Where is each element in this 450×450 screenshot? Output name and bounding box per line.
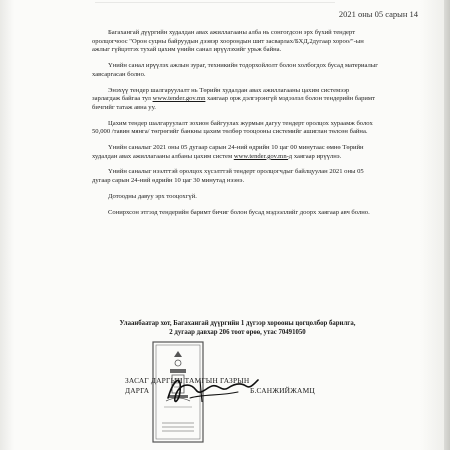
paragraph-text: Үнийн саналыг нээлттэй оролцох хүсэлттэй тендерт оролцогчдыг байлцуулан 2021 оны 05 дугаар сарын 24-ний өдрийн 10 цаг 30 минутад нээнэ. bbox=[92, 168, 364, 185]
body-paragraph bbox=[92, 62, 379, 79]
address-block bbox=[100, 319, 375, 337]
address-line-2: 2 дугаар давхар 206 тоот өрөө, утас 70491050 bbox=[169, 329, 306, 336]
body-paragraph bbox=[92, 209, 379, 218]
body-paragraph bbox=[92, 87, 379, 113]
handwritten-signature-icon bbox=[160, 368, 265, 412]
faded-letterhead bbox=[95, 2, 335, 11]
paragraph-text: хаягаар ирүүлнэ. bbox=[292, 152, 342, 160]
scan-edge bbox=[444, 0, 450, 450]
paragraph-text: Багахангай дүүргийн худалдан авах ажиллагааны алба нь сонгогдсон эрх бүхий тендерт оролцогчоос "Орон суцны байруудын дээвэр хоорондын шит засварлах/БХД,2дугаар хороо/"-ын ажлыг гүйцэтгэх тухай цахим үнийн санал ирүүлэхийг урьж байна. bbox=[92, 29, 364, 54]
paragraph-text: Цахим тендер шалгаруулалт зохион байгуулах журмын дагуу тендерт оролцох хураамж болох 50,000 /тавин мянга/ төгрөгийг банкны цахим төлбөр тооцооны системийг ашиглан төлсөн байна. bbox=[92, 119, 373, 136]
paragraph-text: Үнийн саналыг 2021 оны 05 дугаар сарын 24-ний өдрийн 10 цаг 00 минутаас өмнө Төрийн худалдан авах ажиллагааны албаны цахим систем bbox=[92, 144, 364, 160]
body-paragraph bbox=[92, 120, 379, 137]
signatory-title-line-2: ДАРГА bbox=[125, 386, 150, 395]
body-paragraph bbox=[92, 193, 379, 202]
body-paragraph bbox=[92, 168, 379, 185]
body-paragraph bbox=[92, 144, 379, 161]
signatory-name: Б.САНЖИЙЖАМЦ bbox=[250, 386, 315, 395]
paragraph-text: Дотоодны давуу эрх тооцохгүй. bbox=[108, 192, 197, 200]
signatory-title-line-1: ЗАСАГ ДАРГЫН ТАМГЫН ГАЗРЫН bbox=[125, 376, 250, 385]
body-paragraph bbox=[92, 29, 379, 55]
tender-website-link[interactable]: www.tender.gov.mn-д bbox=[233, 152, 293, 160]
paragraph-text: хаягаар орж дэлгэрэнгүй мэдээлэл болон тендерийн баримт бичгийг татаж авна уу. bbox=[92, 95, 375, 111]
paragraph-text: Үнийн санал ирүүлэх ажлын зураг, техникийн тодорхойлолт болон холбогдох бусад материалыг хавсаргасан болно. bbox=[92, 62, 378, 78]
paragraph-text: Энэхүү тендер шалгаруулалт нь Төрийн худалдан авах ажиллагааны цахим системээр зарлагдаж байгаа тул bbox=[92, 86, 350, 103]
paragraph-text: Сонирхсон этгээд тендерийн баримт бичиг болон бусад мэдээллийг доорх хаягаар авч болно. bbox=[108, 208, 370, 216]
tender-website-link[interactable]: www.tender.gov.mn bbox=[152, 95, 206, 103]
document-body bbox=[92, 29, 379, 224]
address-line-1: Улаанбаатар хот, Багахангай дүүргийн 1 дүгээр хорооны цогцолбор барилга, bbox=[119, 320, 356, 327]
document-date: 2021 оны 05 сарын 14 bbox=[338, 9, 418, 19]
